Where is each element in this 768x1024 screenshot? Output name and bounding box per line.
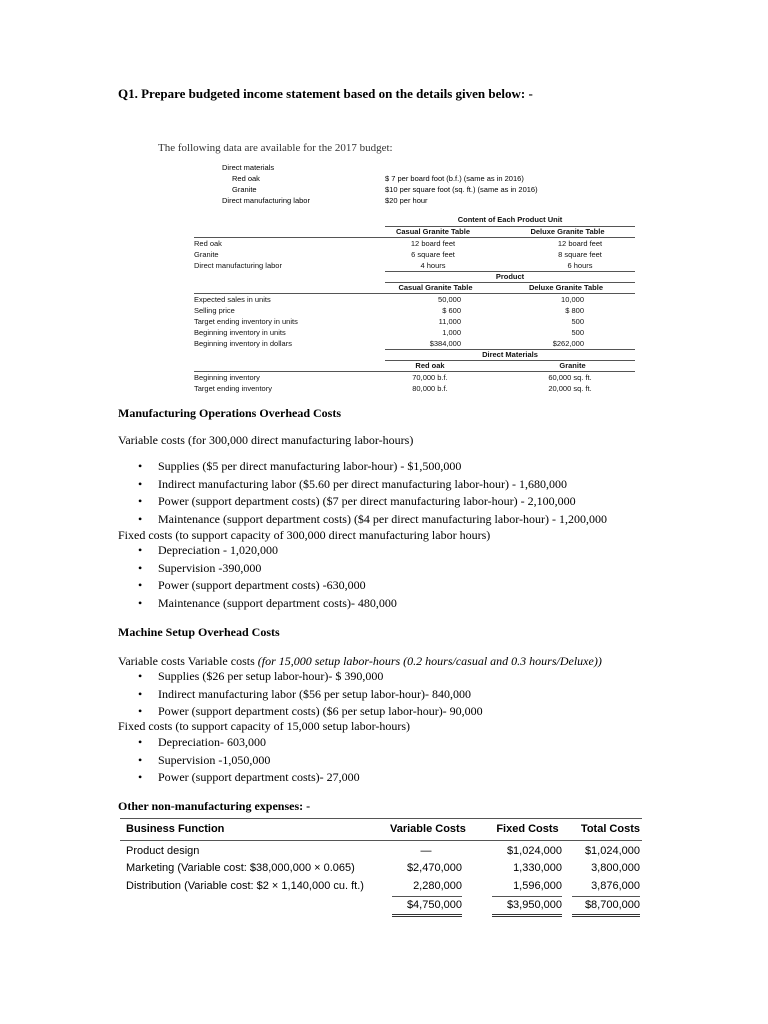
rule xyxy=(194,371,635,372)
materials-row-granite: 60,000 sq. ft. xyxy=(548,373,592,382)
product-row-deluxe: $ 800 xyxy=(565,306,584,315)
rule xyxy=(392,914,462,917)
product-row-deluxe: 500 xyxy=(571,317,584,326)
budget-intro: The following data are available for the 2017 budget: xyxy=(158,142,393,154)
materials-row-oak: 80,000 b.f. xyxy=(412,384,448,393)
product-row-casual: 11,000 xyxy=(438,317,461,326)
rule xyxy=(194,293,635,294)
table-cell-fixed: $1,024,000 xyxy=(506,845,562,857)
product-row-label: Expected sales in units xyxy=(194,295,271,304)
product-row-deluxe: 500 xyxy=(571,328,584,337)
content-row-label: Direct manufacturing labor xyxy=(194,261,282,270)
dm-value-oak: $ 7 per board foot (b.f.) (same as in 2016) xyxy=(385,174,524,183)
list-item: • Indirect manufacturing labor ($5.60 per direct manufacturing labor-hour) - 1,680,000 xyxy=(138,476,607,494)
product-col-casual: Casual Granite Table xyxy=(398,283,473,292)
setup-variable-intro xyxy=(118,654,602,669)
list-item: • Supervision -390,000 xyxy=(138,560,397,578)
list-item: • Depreciation- 603,000 xyxy=(138,734,360,752)
table-cell-function: Product design xyxy=(126,845,200,857)
product-row-casual: 1,000 xyxy=(442,328,461,337)
product-row-label: Beginning inventory in dollars xyxy=(194,339,292,348)
mfg-ops-heading: Manufacturing Operations Overhead Costs xyxy=(118,406,341,420)
list-item: • Power (support department costs) -630,000 xyxy=(138,577,397,595)
materials-row-granite: 20,000 sq. ft. xyxy=(548,384,592,393)
product-row-deluxe: 10,000 xyxy=(561,295,584,304)
mfg-ops-variable-intro: Variable costs (for 300,000 direct manufacturing labor-hours) xyxy=(118,433,414,447)
list-item: • Maintenance (support department costs)- 480,000 xyxy=(138,595,397,613)
table-cell-total: $1,024,000 xyxy=(584,845,640,857)
mfg-ops-fixed-list xyxy=(138,542,397,612)
dm-value-granite: $10 per square foot (sq. ft.) (same as in 2016) xyxy=(385,185,538,194)
rule xyxy=(572,896,640,897)
setup-variable-list xyxy=(138,668,483,721)
rule xyxy=(492,914,562,917)
materials-row-oak: 70,000 b.f. xyxy=(412,373,448,382)
content-row-casual: 4 hours xyxy=(420,261,446,270)
rule xyxy=(392,896,462,897)
product-row-casual: $384,000 xyxy=(429,339,461,348)
rule xyxy=(120,818,642,819)
product-row-casual: $ 600 xyxy=(442,306,461,315)
setup-heading: Machine Setup Overhead Costs xyxy=(118,625,280,639)
table-header-function: Business Function xyxy=(126,823,225,835)
product-table-title: Product xyxy=(495,272,525,281)
table-cell-function: Marketing (Variable cost: $38,000,000 × 0.065) xyxy=(126,862,355,874)
content-row-casual: 6 square feet xyxy=(411,250,455,259)
content-row-label: Granite xyxy=(194,250,219,259)
dm-heading: Direct materials xyxy=(222,163,275,172)
table-cell-variable: 2,280,000 xyxy=(413,880,462,892)
dm-value-labor: $20 per hour xyxy=(385,196,428,205)
table-total-fixed: $3,950,000 xyxy=(506,899,562,911)
table-total-total: $8,700,000 xyxy=(584,899,640,911)
list-item: • Supervision -1,050,000 xyxy=(138,752,360,770)
dm-label-oak: Red oak xyxy=(232,174,260,183)
rule xyxy=(194,237,635,238)
content-row-deluxe: 12 board feet xyxy=(557,239,603,248)
list-item: • Power (support department costs) ($6 per setup labor-hour)- 90,000 xyxy=(138,703,483,721)
content-row-deluxe: 6 hours xyxy=(567,261,593,270)
rule xyxy=(572,914,640,917)
rule xyxy=(492,896,562,897)
table-cell-fixed: 1,596,000 xyxy=(513,880,562,892)
product-row-deluxe: $262,000 xyxy=(552,339,584,348)
setup-fixed-list xyxy=(138,734,360,787)
materials-col-granite: Granite xyxy=(559,361,586,370)
list-item: • Depreciation - 1,020,000 xyxy=(138,542,397,560)
table-cell-function: Distribution (Variable cost: $2 × 1,140,000 cu. ft.) xyxy=(126,880,364,892)
table-total-variable: $4,750,000 xyxy=(406,899,462,911)
table-header-fixed: Fixed Costs xyxy=(496,823,559,835)
materials-row-label: Target ending inventory xyxy=(194,384,272,393)
table-cell-variable: — xyxy=(420,845,432,857)
product-row-label: Selling price xyxy=(194,306,235,315)
product-row-label: Beginning inventory in units xyxy=(194,328,286,337)
setup-fixed-intro: Fixed costs (to support capacity of 15,000 setup labor-hours) xyxy=(118,719,411,733)
materials-col-oak: Red oak xyxy=(415,361,445,370)
list-item: • Power (support department costs) ($7 per direct manufacturing labor-hour) - 2,100,000 xyxy=(138,493,607,511)
content-row-casual: 12 board feet xyxy=(410,239,456,248)
mfg-ops-fixed-intro: Fixed costs (to support capacity of 300,000 direct manufacturing labor hours) xyxy=(118,528,491,542)
product-row-casual: 50,000 xyxy=(438,295,461,304)
dm-label-granite: Granite xyxy=(232,185,257,194)
setup-variable-intro-text: Variable costs Variable costs xyxy=(118,654,258,668)
mfg-ops-variable-list xyxy=(138,458,607,528)
table-cell-total: 3,800,000 xyxy=(591,862,640,874)
question-title: Q1. Prepare budgeted income statement based on the details given below: - xyxy=(118,86,533,101)
dm-label-labor: Direct manufacturing labor xyxy=(222,196,310,205)
product-col-deluxe: Deluxe Granite Table xyxy=(528,283,604,292)
table-header-variable: Variable Costs xyxy=(390,823,466,835)
setup-variable-intro-italic: (for 15,000 setup labor-hours (0.2 hours/casual and 0.3 hours/Deluxe)) xyxy=(257,654,602,668)
other-heading: Other non-manufacturing expenses: - xyxy=(118,799,311,813)
content-col-casual: Casual Granite Table xyxy=(395,227,471,236)
materials-row-label: Beginning inventory xyxy=(194,373,260,382)
list-item: • Supplies ($5 per direct manufacturing labor-hour) - $1,500,000 xyxy=(138,458,607,476)
table-cell-total: 3,876,000 xyxy=(591,880,640,892)
content-row-deluxe: 8 square feet xyxy=(558,250,602,259)
list-item: • Maintenance (support department costs) ($4 per direct manufacturing labor-hour) - 1,200,000 xyxy=(138,511,607,529)
table-cell-fixed: 1,330,000 xyxy=(513,862,562,874)
content-col-deluxe: Deluxe Granite Table xyxy=(530,227,605,236)
budget-data-image xyxy=(150,138,710,400)
list-item: • Power (support department costs)- 27,000 xyxy=(138,769,360,787)
materials-table-title: Direct Materials xyxy=(482,350,538,359)
product-row-label: Target ending inventory in units xyxy=(194,317,298,326)
content-row-label: Red oak xyxy=(194,239,222,248)
content-table-title: Content of Each Product Unit xyxy=(457,215,563,224)
list-item: • Supplies ($26 per setup labor-hour)- $ 390,000 xyxy=(138,668,483,686)
rule xyxy=(120,840,642,841)
table-header-total: Total Costs xyxy=(580,823,640,835)
table-cell-variable: $2,470,000 xyxy=(406,862,462,874)
business-function-table xyxy=(120,818,642,918)
list-item: • Indirect manufacturing labor ($56 per setup labor-hour)- 840,000 xyxy=(138,686,483,704)
